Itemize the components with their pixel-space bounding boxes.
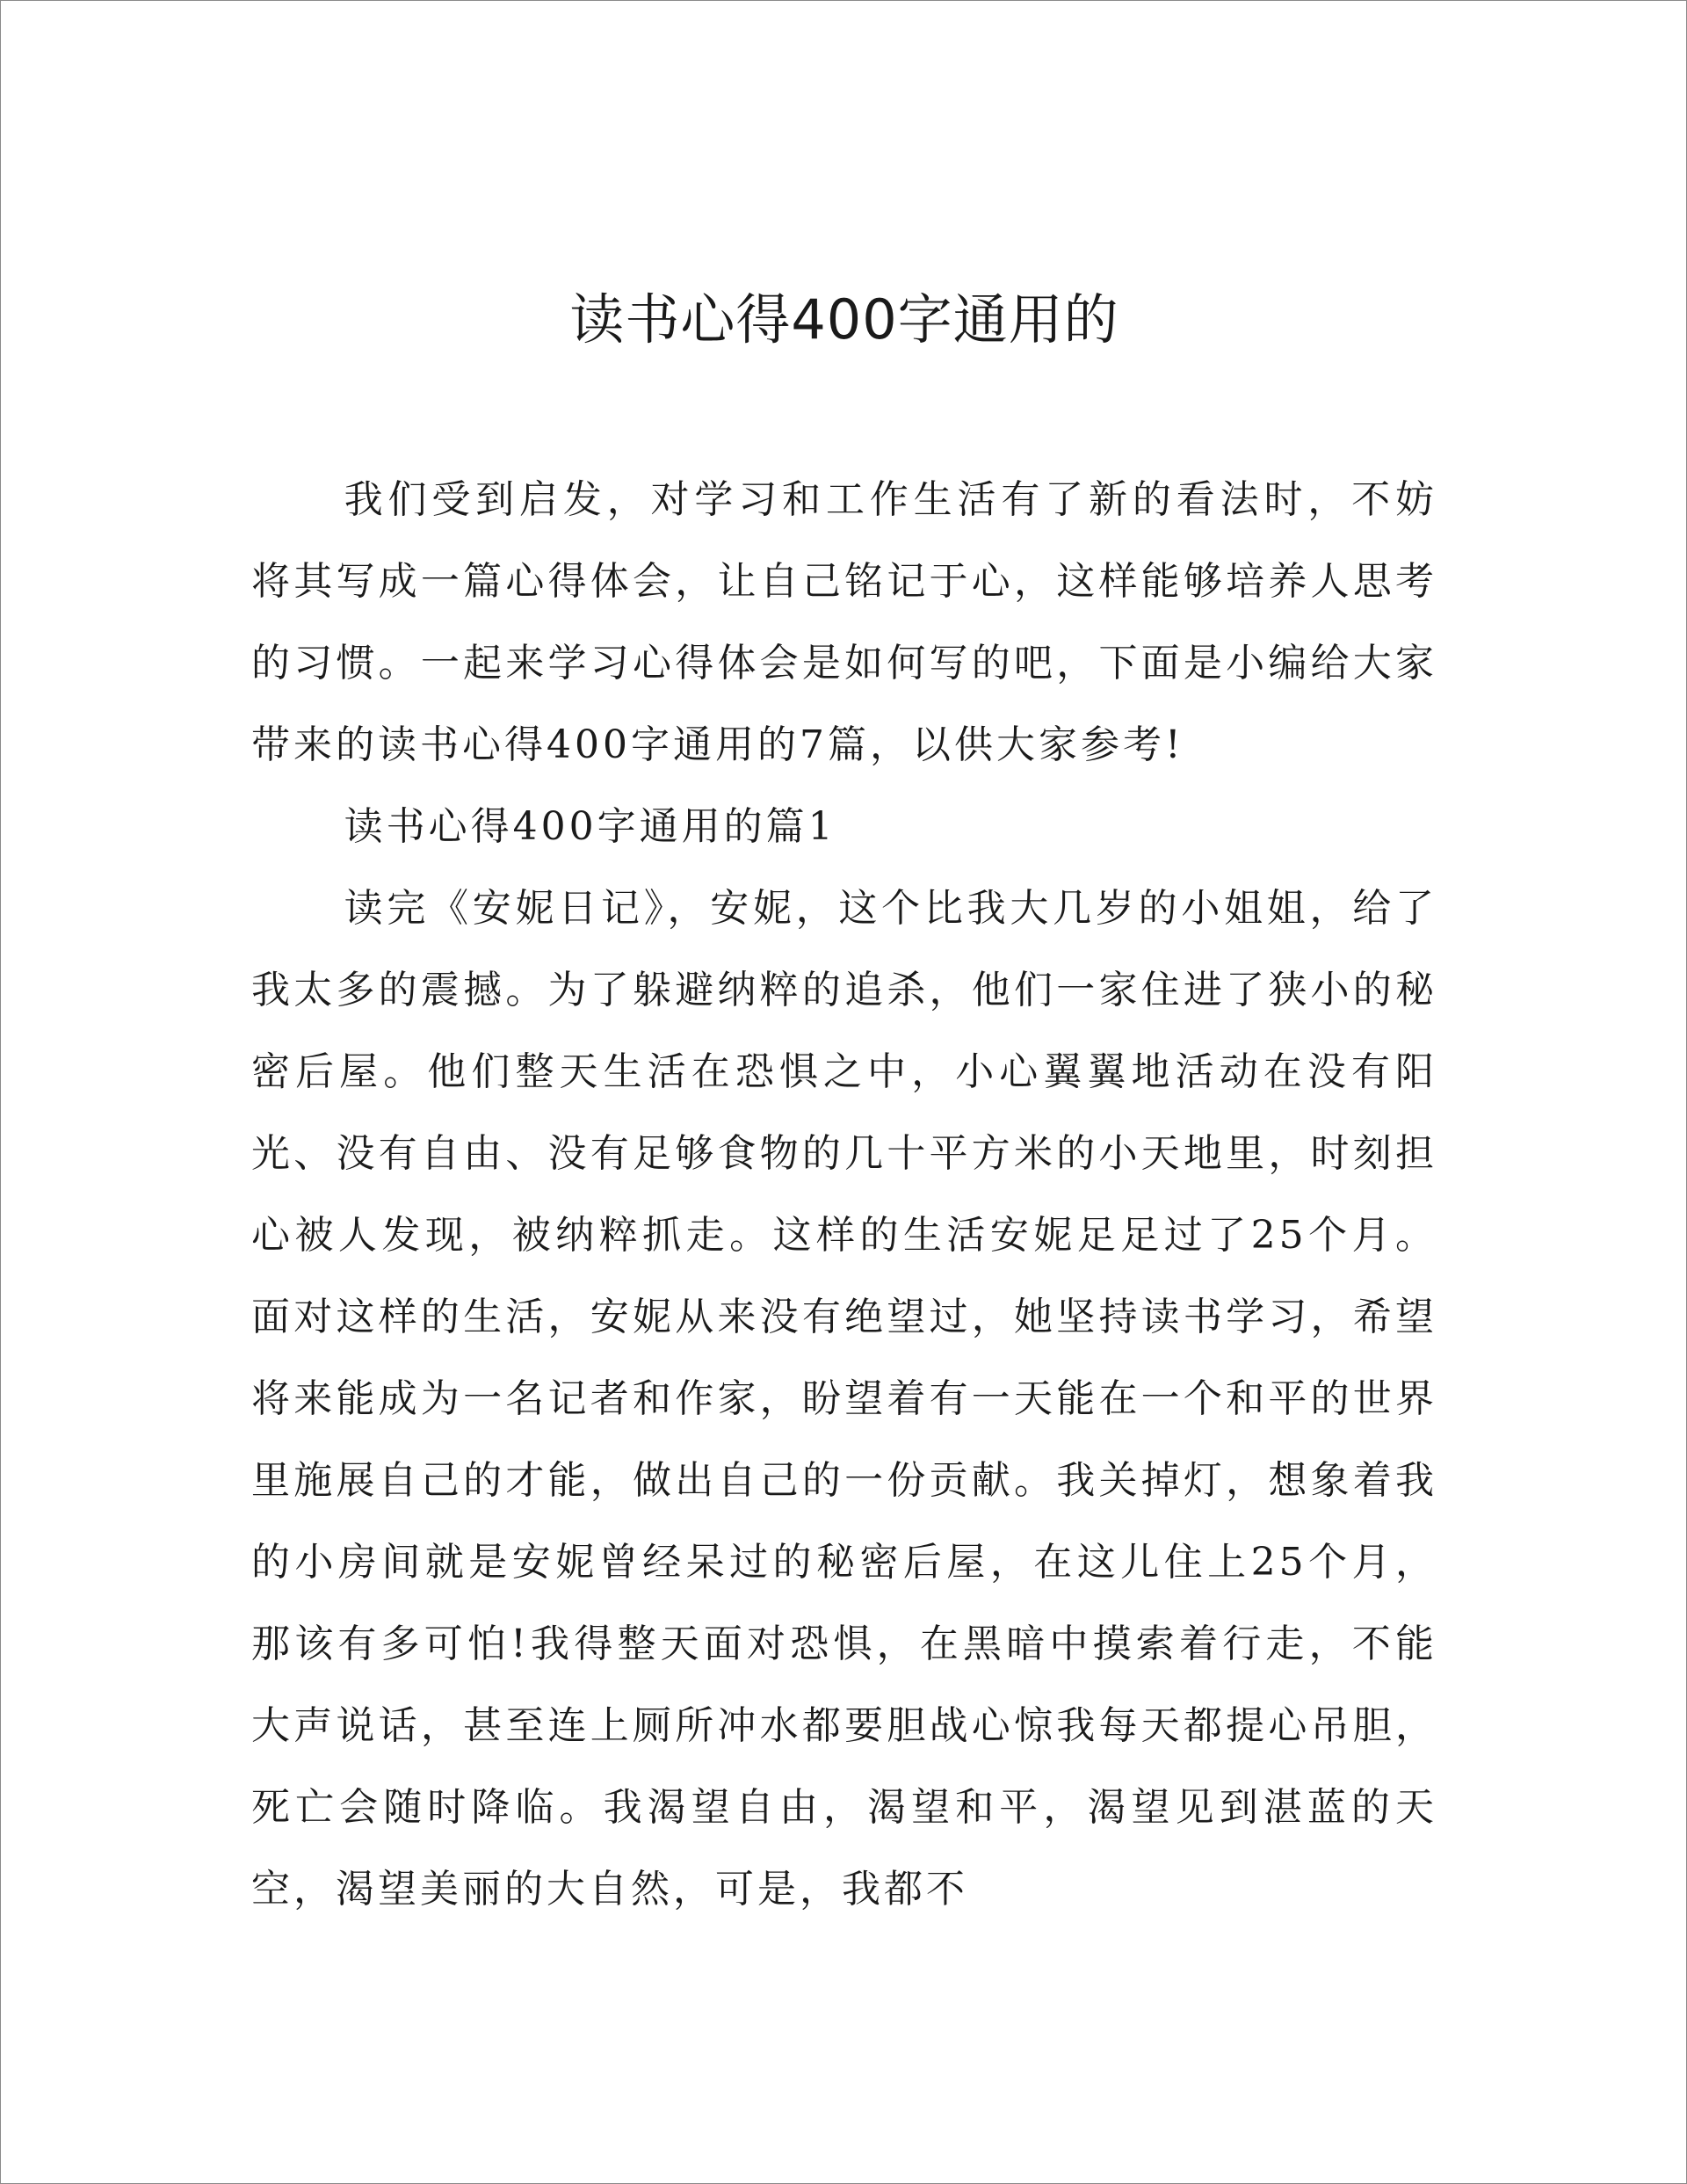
intro-paragraph: 我们受到启发，对学习和工作生活有了新的看法时，不妨将其写成一篇心得体会，让自己铭记于心，这样能够培养人思考的习惯。一起来学习心得体会是如何写的吧，下面是小编给大家带来的读书心得400字通用的7篇，以供大家参考! [251,477,1437,767]
body-paragraph: 读完《安妮日记》，安妮，这个比我大几岁的小姐姐，给了我太多的震撼。为了躲避纳粹的追杀，他们一家住进了狭小的秘密后屋。他们整天生活在恐惧之中，小心翼翼地活动在没有阳光、没有自由、没有足够食物的几十平方米的小天地里，时刻担心被人发现，被纳粹抓走。这样的生活安妮足足过了25个月。面对这样的生活，安妮从来没有绝望过，她坚持读书学习，希望将来能成为一名记者和作家，盼望着有一天能在一个和平的世界里施展自己的才能，做出自己的一份贡献。我关掉灯，想象着我的小房间就是安妮曾经呆过的秘密后屋，在这儿住上25个月，那该有多可怕!我得整天面对恐惧，在黑暗中摸索着行走，不能大声说话，甚至连上厕所冲水都要胆战心惊我每天都提心吊胆，死亡会随时降临。我渴望自由，渴望和平，渴望见到湛蓝的天空，渴望美丽的大自然，可是，我都不 [251,886,1437,1912]
document-title: 读书心得400字通用的 [569,287,1119,352]
document-body [251,459,1437,1930]
section-heading: 读书心得400字通用的篇1 [344,804,836,849]
